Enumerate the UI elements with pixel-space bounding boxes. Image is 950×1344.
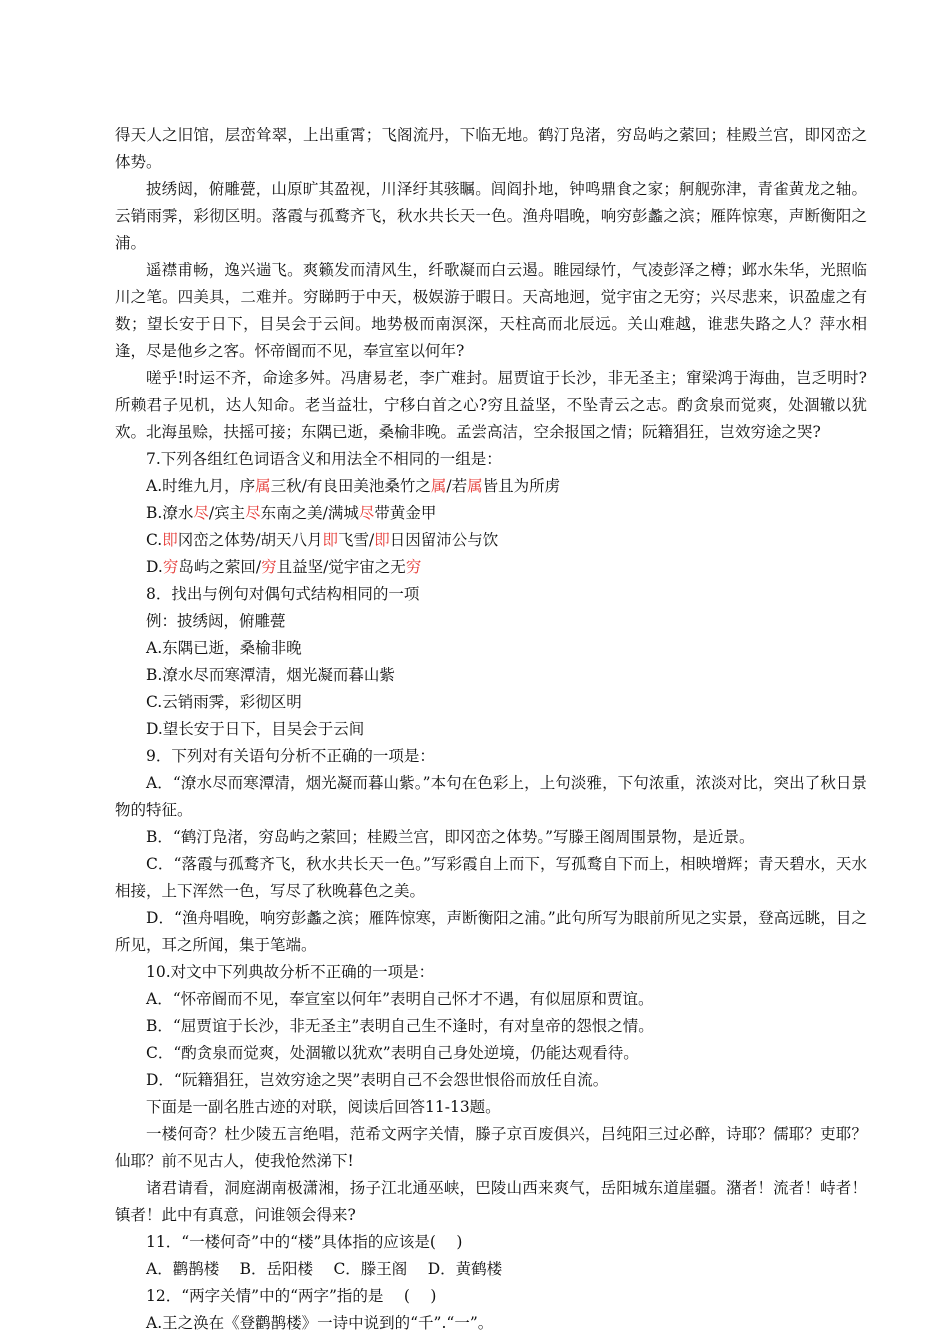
highlight-word: 即 [322, 531, 338, 549]
question-12-option-a: A.王之涣在《登鹳鹊楼》一诗中说到的“千”.“一”。 [146, 1314, 494, 1332]
highlight-word: 穷 [162, 558, 179, 576]
option-text: B.潦水 [146, 504, 194, 522]
passage-paragraph-1: 披绣闼，俯雕甍，山原旷其盈视，川泽纡其骇瞩。闾阎扑地，钟鸣鼎食之家；舸舰弥津，青雀黄龙之轴。云销雨霁，彩彻区明。落霞与孤鹜齐飞，秋水共长天一色。渔舟唱晚，响穷彭蠡之滨；雁阵惊寒，声断衡阳之浦。 [115, 180, 867, 252]
highlight-word: 属 [467, 477, 483, 495]
option-text: 日因留沛公与饮 [389, 531, 499, 549]
couplet-intro: 下面是一副名胜古迹的对联，阅读后回答11-13题。 [146, 1098, 501, 1116]
question-11-options: A．鹳鹊楼 B．岳阳楼 C．滕王阁 D．黄鹤楼 [146, 1260, 503, 1278]
question-8-option-b: B.潦水尽而寒潭清，烟光凝而暮山紫 [146, 666, 395, 684]
option-text: 岛屿之萦回/ [178, 558, 262, 576]
highlight-word: 即 [162, 531, 178, 549]
highlight-word: 尽 [358, 504, 375, 522]
question-8-option-a: A.东隅已逝，桑榆非晚 [146, 639, 302, 657]
option-text: 东南之美/满城 [260, 504, 359, 522]
highlight-word: 属 [255, 477, 271, 495]
highlight-word: 尽 [193, 504, 209, 522]
couplet-upper: 一楼何奇？杜少陵五言绝唱，范希文两字关情，滕子京百废俱兴，吕纯阳三过必醉，诗耶？儒耶？吏耶？仙耶？前不见古人，使我怆然涕下! [115, 1125, 867, 1170]
highlight-word: 穷 [261, 558, 277, 576]
question-7-stem: 7.下列各组红色词语含义和用法全不相同的一组是： [146, 450, 502, 468]
option-text: A.时维九月，序 [146, 477, 256, 495]
question-11-stem: 11．“一楼何奇”中的“楼”具体指的应该是( ) [146, 1233, 463, 1251]
option-text: 带黄金甲 [374, 504, 437, 522]
question-7-option-c [115, 527, 867, 554]
document-body [115, 122, 867, 1337]
option-text: D. [146, 558, 163, 576]
highlight-word: 穷 [405, 558, 422, 576]
question-9-option-b: B．“鹤汀凫渚，穷岛屿之萦回；桂殿兰宫，即冈峦之体势。”写滕王阁周围景物，是近景。 [146, 828, 755, 846]
option-text: /宾主 [208, 504, 246, 522]
highlight-word: 尽 [245, 504, 261, 522]
question-9-option-a: A．“潦水尽而寒潭清，烟光凝而暮山紫。”本句在色彩上，上句淡雅，下句浓重，浓淡对比，突出了秋日景物的特征。 [115, 774, 867, 819]
option-text: 冈峦之体势/胡天八月 [177, 531, 323, 549]
passage-paragraph-0: 得天人之旧馆，层峦耸翠，上出重霄；飞阁流丹，下临无地。鹤汀凫渚，穷岛屿之萦回；桂殿兰宫，即冈峦之体势。 [115, 126, 867, 171]
option-text: C. [146, 531, 163, 549]
question-8-option-c: C.云销雨霁，彩彻区明 [146, 693, 302, 711]
passage-paragraph-3: 嗟乎!时运不齐，命途多舛。冯唐易老，李广难封。屈贾谊于长沙，非无圣主；窜梁鸿于海曲，岂乏明时?所赖君子见机，达人知命。老当益壮，宁移白首之心?穷且益坚，不坠青云之志。酌贪泉而觉爽，处涸辙以犹欢。北海虽赊，扶摇可接；东隅已逝，桑榆非晚。孟尝高洁，空余报国之情；阮籍猖狂，岂效穷途之哭? [115, 369, 867, 441]
highlight-word: 即 [374, 531, 390, 549]
question-8-option-d: D.望长安于日下，目吴会于云间 [146, 720, 365, 738]
couplet-lower: 诸君请看，洞庭湖南极潇湘，扬子江北通巫峡，巴陵山西来爽气，岳阳城东道崖疆。潴者！流者！峙者！镇者！此中有真意，问谁领会得来? [115, 1179, 867, 1224]
option-text: 皆且为所虏 [482, 477, 561, 495]
option-text: /若 [446, 477, 468, 495]
highlight-word: 属 [430, 477, 447, 495]
question-10-option-c: C．“酌贪泉而觉爽，处涸辙以犹欢”表明自己身处逆境，仍能达观看待。 [146, 1044, 639, 1062]
question-9-stem: 9．下列对有关语句分析不正确的一项是： [146, 747, 435, 765]
question-10-option-d: D．“阮籍猖狂，岂效穷途之哭”表明自己不会怨世恨俗而放任自流。 [146, 1071, 609, 1089]
question-10-option-a: A．“怀帝阍而不见，奉宣室以何年”表明自己怀才不遇，有似屈原和贾谊。 [146, 990, 654, 1008]
question-12-stem: 12．“两字关情”中的“两字”指的是 ( ) [146, 1287, 437, 1305]
question-8-stem: 8．找出与例句对偶句式结构相同的一项 [146, 585, 420, 603]
passage-paragraph-2: 遥襟甫畅，逸兴遄飞。爽籁发而清风生，纤歌凝而白云遏。睢园绿竹，气凌彭泽之樽；邺水朱华，光照临川之笔。四美具，二难并。穷睇眄于中天，极娱游于暇日。天高地迥，觉宇宙之无穷；兴尽悲来，识盈虚之有数；望长安于日下，目吴会于云间。地势极而南溟深，天柱高而北辰远。关山难越，谁悲失路之人？萍水相逢，尽是他乡之客。怀帝阍而不见，奉宣室以何年? [115, 261, 867, 360]
question-9-option-d: D．“渔舟唱晚，响穷彭蠡之滨；雁阵惊寒，声断衡阳之浦。”此句所写为眼前所见之实景，登高远眺，目之所见，耳之所闻，集于笔端。 [115, 909, 867, 954]
option-text: 飞雪/ [338, 531, 375, 549]
question-10-stem: 10.对文中下列典故分析不正确的一项是： [146, 963, 435, 981]
option-text: 三秋/有良田美池桑竹之 [270, 477, 431, 495]
question-7-option-d [115, 554, 867, 581]
question-7-option-a [115, 473, 867, 500]
question-9-option-c: C．“落霞与孤鹜齐飞，秋水共长天一色。”写彩霞自上而下，写孤鹜自下而上，相映增辉；青天碧水，天水相接，上下浑然一色，写尽了秋晚暮色之美。 [115, 855, 867, 900]
question-7-option-b [115, 500, 867, 527]
question-10-option-b: B．“屈贾谊于长沙，非无圣主”表明自己生不逢时，有对皇帝的怨恨之情。 [146, 1017, 654, 1035]
option-text: 且益坚/觉宇宙之无 [276, 558, 406, 576]
question-8-example: 例：披绣闼，俯雕甍 [146, 612, 286, 630]
